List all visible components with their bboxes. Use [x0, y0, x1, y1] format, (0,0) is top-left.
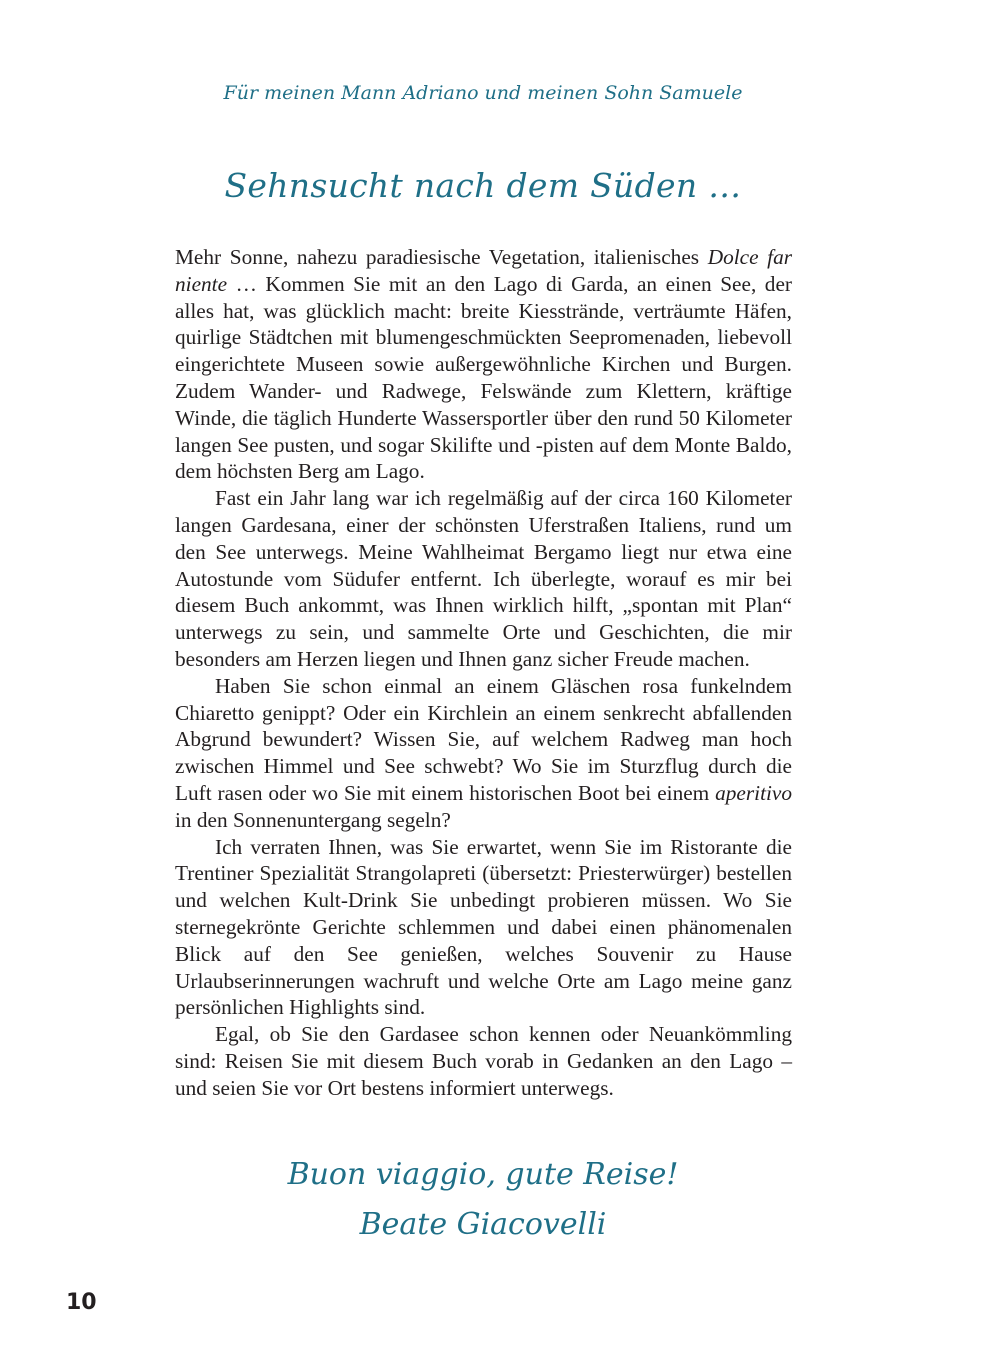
chapter-heading: Sehnsucht nach dem Süden … [224, 166, 742, 205]
paragraph [175, 1021, 792, 1101]
paragraph [175, 244, 792, 485]
italic-term: aperitivo [715, 780, 792, 805]
text-run: Fast ein Jahr lang war ich regelmäßig auf der circa 160 Kilometer langen Gardesana, einer der schönsten Uferstraßen Italiens, rund um den See unterwegs. Meine Wahlheimat Bergamo liegt nur etwa eine Autostunde vom Südufer entfernt. Ich überlegte, worauf es mir bei diesem Buch ankommt, was Ihnen wirklich hilft, „spontan mit Plan“ unterwegs zu sein, und sammelte Orte und Geschichten, die mir besonders am Herzen liegen und Ihnen ganz sicher Freude machen. [175, 486, 792, 671]
page-number: 10 [66, 1290, 97, 1315]
paragraph [175, 834, 792, 1022]
closing [0, 1150, 966, 1250]
text-run: in den Sonnenuntergang segeln? [175, 807, 451, 832]
italic-term: Dolce far niente [175, 245, 793, 296]
closing-greeting: Buon viaggio, gute Reise! [287, 1157, 679, 1192]
text-run: Ich verraten Ihnen, was Sie erwartet, wenn Sie im Ristorante die Trentiner Spezialität Strangolapreti (übersetzt: Priesterwürger) bestellen und welchen Kult-Drink Sie unbedingt probieren müssen. Wo Sie sternegekrönte Gerichte schlemmen und dabei einen phänomenalen Blick auf den See genießen, welches Souvenir zu Hause Urlaubserinnerungen wachruft und welche Orte am Lago meine ganz persönlichen Highlights sind. [175, 834, 792, 1020]
text-run: Egal, ob Sie den Gardasee schon kennen oder Neuankömmling sind: Reisen Sie mit diesem Buch vorab in Gedanken an den Lago – und seien Sie vor Ort bestens informiert unterwegs. [175, 1022, 792, 1100]
text-run: Haben Sie schon einmal an einem Gläschen rosa funkelndem Chiaretto genippt? Oder ein Kirchlein an einem senkrecht abfallenden Abgrund bewundert? Wissen Sie, auf welchem Radweg man hoch zwischen Himmel und See schwebt? Wo Sie im Sturzflug durch die Luft rasen oder wo Sie mit einem historischen Boot bei einem [175, 673, 792, 805]
text-run: Mehr Sonne, nahezu paradiesische Vegetation, italienisches [175, 245, 708, 269]
dedication: Für meinen Mann Adriano und meinen Sohn Samuele [223, 82, 743, 104]
author-signature: Beate Giacovelli [359, 1207, 607, 1242]
paragraph [175, 485, 792, 673]
text-run: … Kommen Sie mit an den Lago di Garda, an einen See, der alles hat, was glücklich macht: breite Kiesstrände, verträumte Häfen, quirlige Städtchen mit blumengeschmückten Seepromenaden, liebevoll eingerichtete Museen sowie außergewöhnliche Kirchen und Burgen. Zudem Wander- und Radwege, Felswände zum Klettern, kräftige Winde, die täglich Hunderte Wassersportler über den rund 50 Kilometer langen See pusten, und sogar Skilifte und -pisten auf dem Monte Baldo, dem höchsten Berg am Lago. [175, 271, 792, 484]
paragraph [175, 673, 792, 834]
body-text [175, 244, 792, 1102]
